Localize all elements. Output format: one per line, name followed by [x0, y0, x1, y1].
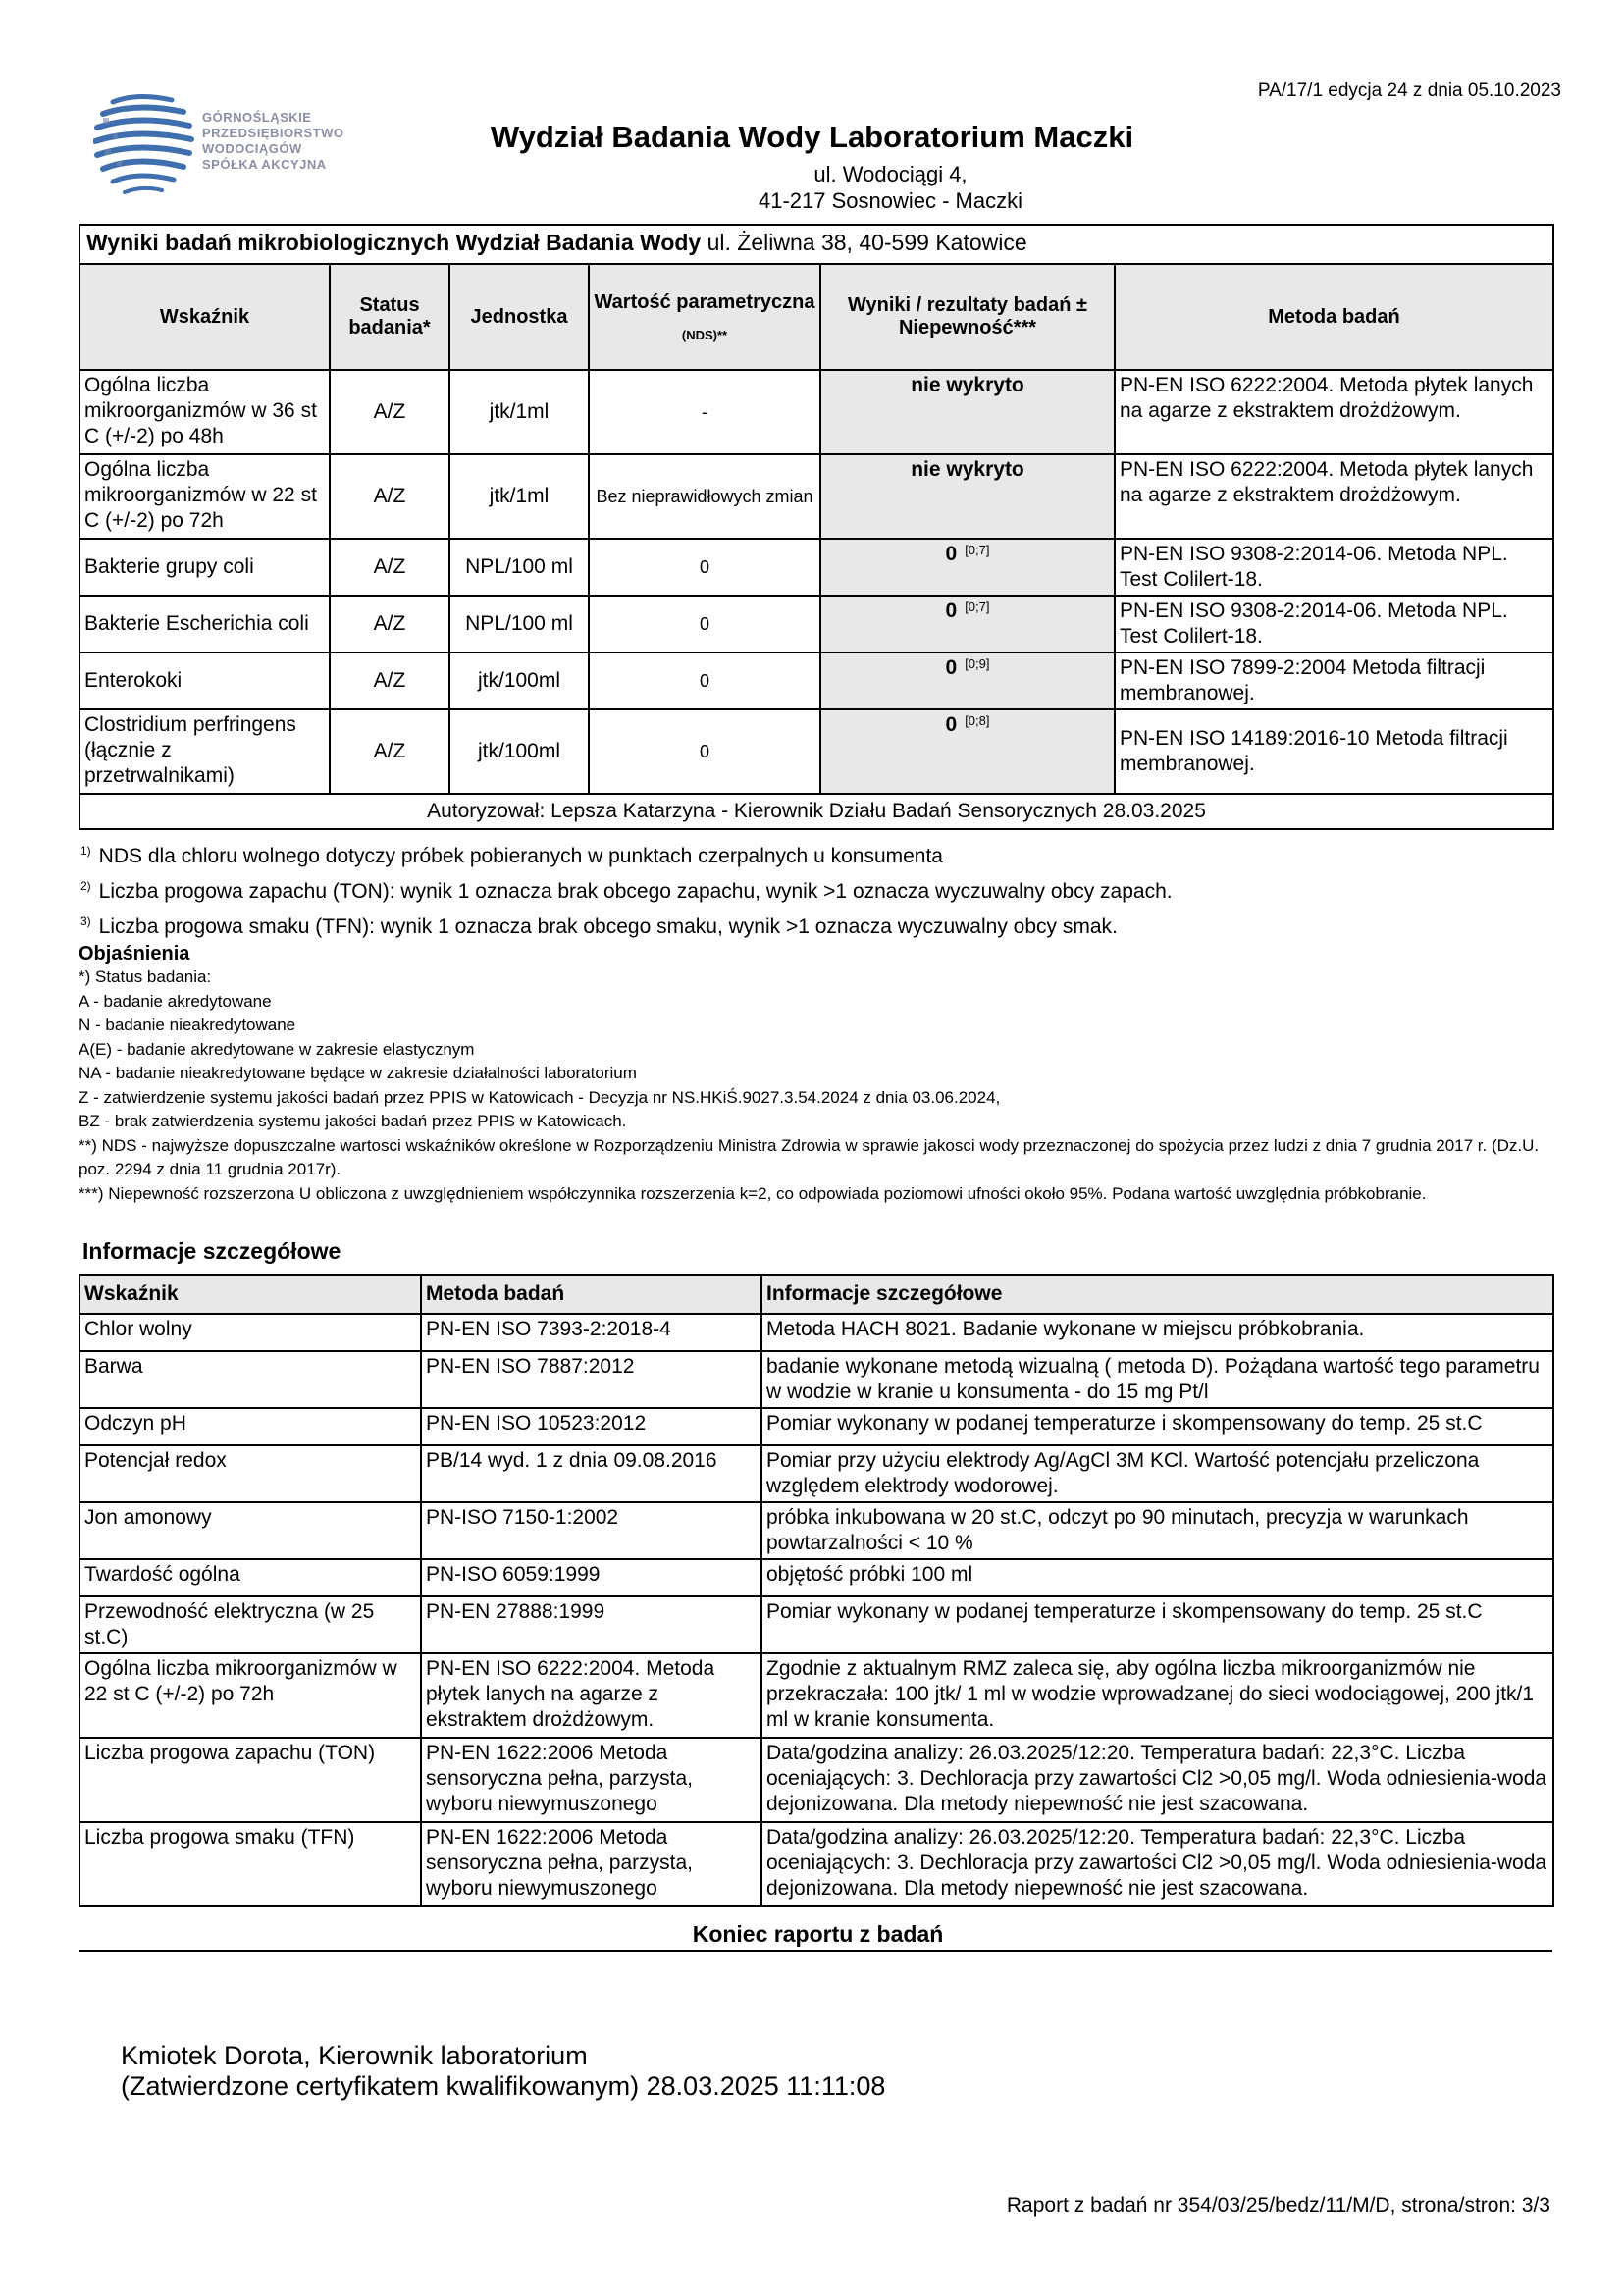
footnotes: [80, 836, 1173, 942]
detail-info: Pomiar wykonany w podanej temperaturze i skompensowany do temp. 25 st.C: [761, 1408, 1553, 1445]
explanation-line: BZ - brak zatwierdzenia systemu jakości badań przez PPIS w Katowicach.: [79, 1112, 627, 1130]
row-method: PN-EN ISO 6222:2004. Metoda płytek lanych na agarze z ekstraktem drożdżowym.: [1115, 370, 1553, 454]
table-row: [79, 709, 1553, 794]
detail-indicator: Twardość ogólna: [79, 1559, 421, 1596]
explanation-line: A - badanie akredytowane: [79, 991, 272, 1011]
table-row: [79, 1559, 1553, 1596]
explanations: [79, 942, 1560, 1206]
table-row: [79, 652, 1553, 709]
table-row: [79, 454, 1553, 539]
details-header-info: Informacje szczegółowe: [761, 1275, 1553, 1314]
footnote: $^{2)}$ Liczba progowa zapachu (TON): wynik 1 oznacza brak obcego zapachu, wynik >1 oznacza wyczuwalny obcy zapach.: [80, 879, 1173, 903]
row-parametric-value: 0: [589, 539, 820, 596]
table-row: [79, 1822, 1553, 1906]
table-row: [79, 539, 1553, 596]
row-method: PN-EN ISO 9308-2:2014-06. Metoda NPL. Test Colilert-18.: [1115, 539, 1553, 596]
footnote: $^{1)}$ NDS dla chloru wolnego dotyczy próbek pobieranych w punktach czerpalnych u konsumenta: [80, 844, 943, 867]
footnote: $^{3)}$ Liczba progowa smaku (TFN): wynik 1 oznacza brak obcego smaku, wynik >1 oznacza wyczuwalny obcy smak.: [80, 914, 1118, 938]
detail-method: PN-EN 27888:1999: [421, 1596, 761, 1653]
detail-indicator: Liczba progowa zapachu (TON): [79, 1738, 421, 1822]
row-parametric-value: 0: [589, 596, 820, 652]
address-line-1: ul. Wodociągi 4,: [813, 162, 968, 186]
details-header-method: Metoda badań: [421, 1275, 761, 1314]
row-unit: jtk/1ml: [449, 370, 589, 454]
detail-info: Data/godzina analizy: 26.03.2025/12:20. Temperatura badań: 22,3°C. Liczba oceniających: 3. Dechloracja przy zawartości Cl2 >0,05 mg/l. Woda odniesienia-woda dejonizowana. Dla metody niepewność nie jest szacowana.: [761, 1822, 1553, 1906]
signer-name: Kmiotek Dorota, Kierownik laboratorium: [121, 2041, 588, 2070]
row-unit: jtk/100ml: [449, 652, 589, 709]
detail-indicator: Jon amonowy: [79, 1502, 421, 1559]
row-indicator: Bakterie grupy coli: [79, 539, 330, 596]
detail-method: PN-ISO 6059:1999: [421, 1559, 761, 1596]
row-method: PN-EN ISO 6222:2004. Metoda płytek lanych na agarze z ekstraktem drożdżowym.: [1115, 454, 1553, 539]
results-table-title: Wyniki badań mikrobiologicznych Wydział Badania Wody ul. Żeliwna 38, 40-599 Katowice: [79, 225, 1553, 264]
header-indicator: Wskaźnik: [79, 264, 330, 370]
detail-info: próbka inkubowana w 20 st.C, odczyt po 90 minutach, precyzja w warunkach powtarzalności < 10 %: [761, 1502, 1553, 1559]
detail-info: Pomiar wykonany w podanej temperaturze i skompensowany do temp. 25 st.C: [761, 1596, 1553, 1653]
detail-method: PN-EN ISO 7887:2012: [421, 1351, 761, 1408]
details-header-indicator: Wskaźnik: [79, 1275, 421, 1314]
details-title: Informacje szczegółowe: [82, 1238, 341, 1264]
explanation-line: **) NDS - najwyższe dopuszczalne wartosci wskaźników określone w Rozporządzeniu Ministra Zdrowia w sprawie jakosci wody przeznaczonej do spożycia przez ludzi z dnia 7 grudnia 2017 r. (Dz.U. poz. 2294 z dnia 11 grudnia 2017r).: [79, 1135, 1540, 1178]
row-parametric-value: Bez nieprawidłowych zmian: [589, 454, 820, 539]
detail-indicator: Ogólna liczba mikroorganizmów w 22 st C (+/-2) po 72h: [79, 1653, 421, 1738]
logo-wordmark: GÓRNOŚLĄSKIE PRZEDSIĘBIORSTWO WODOCIĄGÓW SPÓŁKA AKCYJNA: [202, 110, 344, 172]
table-row: [79, 370, 1553, 454]
detail-method: PN-EN ISO 6222:2004. Metoda płytek lanych na agarze z ekstraktem drożdżowym.: [421, 1653, 761, 1738]
results-table: [79, 224, 1554, 830]
row-unit: jtk/100ml: [449, 709, 589, 794]
row-method: PN-EN ISO 9308-2:2014-06. Metoda NPL. Test Colilert-18.: [1115, 596, 1553, 652]
detail-indicator: Barwa: [79, 1351, 421, 1408]
table-row: [79, 596, 1553, 652]
row-indicator: Enterokoki: [79, 652, 330, 709]
row-status: A/Z: [330, 370, 449, 454]
row-unit: NPL/100 ml: [449, 596, 589, 652]
explanation-line: N - badanie nieakredytowane: [79, 1016, 296, 1034]
row-status: A/Z: [330, 709, 449, 794]
header-unit: Jednostka: [449, 264, 589, 370]
row-result: 0 [0;7]: [820, 596, 1115, 652]
row-result: nie wykryto: [820, 454, 1115, 539]
report-end-text: Koniec raportu z badań: [692, 1921, 944, 1947]
detail-indicator: Chlor wolny: [79, 1314, 421, 1351]
row-status: A/Z: [330, 539, 449, 596]
row-result: 0 [0;9]: [820, 652, 1115, 709]
detail-indicator: Liczba progowa smaku (TFN): [79, 1822, 421, 1906]
row-result: nie wykryto: [820, 370, 1115, 454]
signer-certificate: (Zatwierdzone certyfikatem kwalifikowanym) 28.03.2025 11:11:08: [121, 2071, 886, 2101]
row-status: A/Z: [330, 652, 449, 709]
detail-info: badanie wykonane metodą wizualną ( metoda D). Pożądana wartość tego parametru w wodzie w kranie u konsumenta - do 15 mg Pt/l: [761, 1351, 1553, 1408]
table-row: [79, 1351, 1553, 1408]
row-indicator: Ogólna liczba mikroorganizmów w 36 st C (+/-2) po 48h: [79, 370, 330, 454]
row-parametric-value: -: [589, 370, 820, 454]
table-row: [79, 1502, 1553, 1559]
row-status: A/Z: [330, 454, 449, 539]
row-method: PN-EN ISO 14189:2016-10 Metoda filtracji membranowej.: [1115, 709, 1553, 794]
detail-info: Zgodnie z aktualnym RMZ zaleca się, aby ogólna liczba mikroorganizmów nie przekraczała: 100 jtk/ 1 ml w wodzie wprowadzanej do sieci wodociągowej, 200 jtk/1 ml w kranie konsumenta.: [761, 1653, 1553, 1738]
detail-info: Data/godzina analizy: 26.03.2025/12:20. Temperatura badań: 22,3°C. Liczba oceniających: 3. Dechloracja przy zawartości Cl2 >0,05 mg/l. Woda odniesienia-woda dejonizowana. Dla metody niepewność nie jest szacowana.: [761, 1738, 1553, 1822]
row-method: PN-EN ISO 7899-2:2004 Metoda filtracji membranowej.: [1115, 652, 1553, 709]
table-row: [79, 1314, 1553, 1351]
address-line-2: 41-217 Sosnowiec - Maczki: [758, 188, 1022, 213]
row-parametric-value: 0: [589, 652, 820, 709]
table-row: [79, 1445, 1553, 1502]
detail-indicator: Potencjał redox: [79, 1445, 421, 1502]
table-row: [79, 1653, 1553, 1738]
row-result: 0 [0;8]: [820, 709, 1115, 794]
authorization-line: Autoryzował: Lepsza Katarzyna - Kierownik Działu Badań Sensorycznych 28.03.2025: [79, 794, 1553, 829]
header-parametric-value: Wartość parametryczna (NDS)**: [589, 264, 820, 370]
detail-method: PN-ISO 7150-1:2002: [421, 1502, 761, 1559]
row-indicator: Bakterie Escherichia coli: [79, 596, 330, 652]
detail-method: PB/14 wyd. 1 z dnia 09.08.2016: [421, 1445, 761, 1502]
page-footer: Raport z badań nr 354/03/25/bedz/11/M/D, strona/stron: 3/3: [1006, 2194, 1550, 2217]
explanations-heading: Objaśnienia: [79, 943, 190, 965]
table-row: [79, 1408, 1553, 1445]
detail-method: PN-EN 1622:2006 Metoda sensoryczna pełna, parzysta, wyboru niewymuszonego: [421, 1822, 761, 1906]
row-unit: jtk/1ml: [449, 454, 589, 539]
detail-method: PN-EN 1622:2006 Metoda sensoryczna pełna, parzysta, wyboru niewymuszonego: [421, 1738, 761, 1822]
row-unit: NPL/100 ml: [449, 539, 589, 596]
details-table: [79, 1274, 1554, 1907]
table-row: [79, 1738, 1553, 1822]
explanation-line: Z - zatwierdzenie systemu jakości badań przez PPIS w Katowicach - Decyzja nr NS.HKiŚ.9027.3.54.2024 z dnia 03.06.2024,: [79, 1087, 1001, 1107]
row-indicator: Ogólna liczba mikroorganizmów w 22 st C (+/-2) po 72h: [79, 454, 330, 539]
row-indicator: Clostridium perfringens (łącznie z przetrwalnikami): [79, 709, 330, 794]
header-status: Status badania*: [330, 264, 449, 370]
header-method: Metoda badań: [1115, 264, 1553, 370]
row-status: A/Z: [330, 596, 449, 652]
divider: [79, 1950, 1552, 1952]
detail-method: PN-EN ISO 10523:2012: [421, 1408, 761, 1445]
detail-indicator: Przewodność elektryczna (w 25 st.C): [79, 1596, 421, 1653]
table-row: [79, 1596, 1553, 1653]
header-result: Wyniki / rezultaty badań ± Niepewność***: [820, 264, 1115, 370]
signature-block: [121, 2041, 885, 2102]
detail-indicator: Odczyn pH: [79, 1408, 421, 1445]
detail-info: Metoda HACH 8021. Badanie wykonane w miejscu próbkobrania.: [761, 1314, 1553, 1351]
explanation-line: *) Status badania:: [79, 967, 212, 986]
explanation-line: ***) Niepewność rozszerzona U obliczona z uwzględnieniem współczynnika rozszerzenia k=2, co odpowiada poziomowi ufności około 95%. Podana wartość uwzględnia próbkobranie.: [79, 1183, 1427, 1203]
detail-method: PN-EN ISO 7393-2:2018-4: [421, 1314, 761, 1351]
detail-info: objętość próbki 100 ml: [761, 1559, 1553, 1596]
explanation-line: NA - badanie nieakredytowane będące w zakresie działalności laboratorium: [79, 1064, 637, 1082]
laboratory-name: Wydział Badania Wody Laboratorium Maczki: [490, 120, 1134, 154]
row-parametric-value: 0: [589, 709, 820, 794]
row-result: 0 [0;7]: [820, 539, 1115, 596]
detail-info: Pomiar przy użyciu elektrody Ag/AgCl 3M KCl. Wartość potencjału przeliczona względem elektrody wodorowej.: [761, 1445, 1553, 1502]
document-reference: PA/17/1 edycja 24 z dnia 05.10.2023: [1257, 80, 1561, 101]
explanation-line: A(E) - badanie akredytowane w zakresie elastycznym: [79, 1039, 475, 1059]
